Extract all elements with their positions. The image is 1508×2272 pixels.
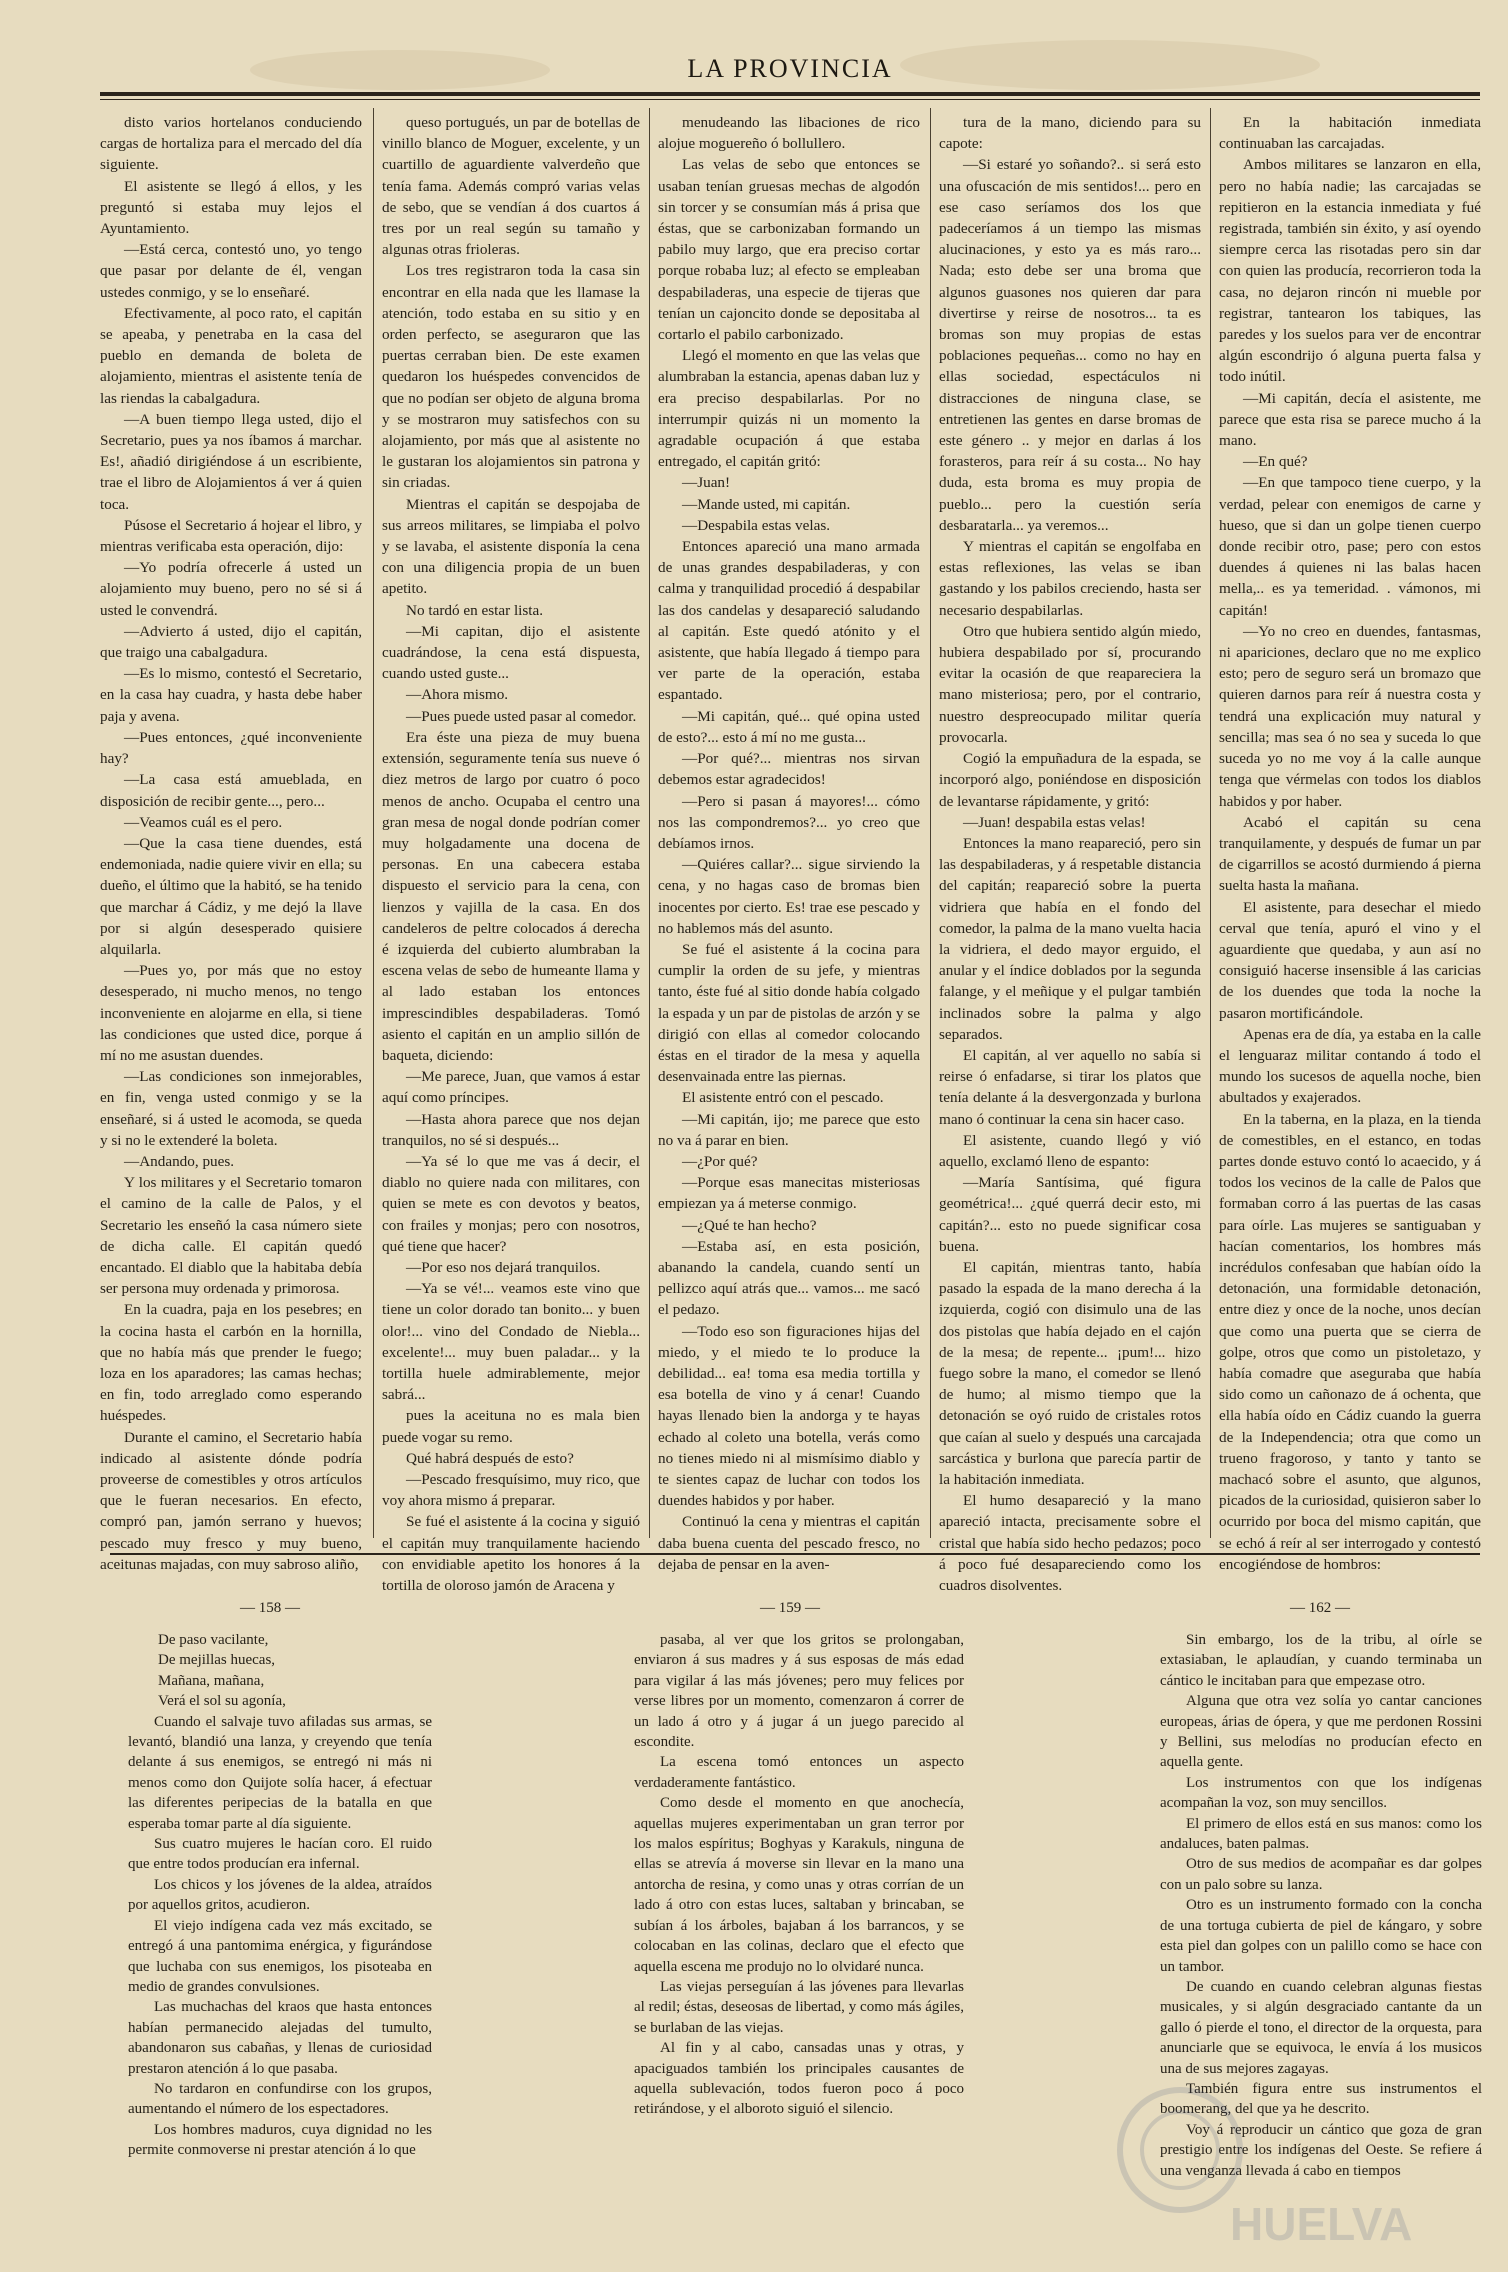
serial-page-158 [128,1630,432,2200]
paragraph: —Me parece, Juan, que vamos á estar aquí como príncipes. [382,1068,640,1107]
paragraph: —Advierto á usted, dijo el capitán, que traigo una cabalgadura. [100,622,362,662]
paragraph: El asistente, cuando llegó y vió aquello, exclamó lleno de espanto: [939,1131,1201,1170]
paragraph: En la taberna, en la plaza, en la tienda de comestibles, en el estanco, en todas partes donde estuvo contó lo acaecido, y á todos los vecinos de la calle de Palos que formaban corro á las puertas de las casas para oírle. Las mujeres se santiguaban y hacían comentarios, los hombres más incrédulos confesaban que habían oído la detonación, una formidable detonación, entre diez y once de la noche, unos decían que como una puerta que se cierra de golpe, otros que como un pistoletazo, y había comadre que aseguraba que había sido como un cañonazo de á ochenta, que ella había oído en Cádiz cuando la guerra de la Independencia; otra que como un trueno fragoroso, y tanto y tanto se machacó sobre el asunto, que algunos, picados de la curiosidad, quisieron saber lo ocurrido por boca del mismo capitán, que se echó á reír al ser interrogado y contestó encogiéndose de hombros: [1219,1110,1481,1573]
paragraph: Las muchachas del kraos que hasta entonces habían permanecido alejadas del tumulto, abandonaron sus cabañas, y llenas de curiosidad prestaron atención á lo que pasaba. [128,1999,432,2077]
paragraph: Qué habrá después de esto? [406,1449,574,1467]
paragraph: El capitán, al ver aquello no sabía si reirse ó enfadarse, si tirar los platos que tenía delante á la desvergonzada y burlona mano ó continuar la cena sin hacer caso. [939,1046,1201,1128]
paragraph: —Pero si pasan á mayores!... cómo nos las compondremos?... yo creo que debíamos irnos. [658,792,920,852]
paragraph: El primero de ellos está en sus manos: como los andaluces, baten palmas. [1160,1815,1482,1853]
verse-block [128,1630,432,1712]
paragraph: Otro es un instrumento formado con la concha de una tortuga cubierta de piel de kángaro, y sobre esta piel dan golpes con un palillo como se hace con un tambor. [1160,1897,1482,1975]
page-number-158: — 158 — [240,1600,300,1616]
article-column-5 [1219,112,1481,1573]
paragraph: El asistente entró con el pescado. [682,1089,884,1107]
paragraph: Púsose el Secretario á hojear el libro, y mientras verificaba esta operación, dijo: [100,516,362,556]
column-divider [930,108,931,1538]
paragraph: —En qué? [1243,453,1308,471]
paragraph: —Estaba así, en esta posición, abanando la candela, cuando sentí un pellizco aquí atrás que... vamos... me sacó el pedazo. [658,1237,920,1319]
paragraph: —¿Qué te han hecho? [682,1216,817,1234]
paragraph: —Yo no creo en duendes, fantasmas, ni apariciones, declaro que no me explico esto; pero de seguro será un bromazo que quieren darnos para reír á nuestra costa y tendrá una explicación muy natural y sencilla; mas sea ó no sea y suceda lo que suceda yo no me voy á la calle aunque tenga que vérmelas con todos los diablos habidos y por haber. [1219,622,1481,810]
paragraph: Sin embargo, los de la tribu, al oírle se extasiaban, le aplaudían, y cuando terminaba un cántico le incitaban para que empezase otro. [1160,1632,1482,1689]
paragraph: Al fin y al cabo, cansadas unas y otras, y apaciguados también los principales causantes de aquella sublevación, todos fueron poco á poco retirándose, y el alboroto siguió el silencio. [634,2040,964,2118]
paragraph: Los hombres maduros, cuya dignidad no les permite conmoverse ni prestar atención á lo que [128,2121,432,2159]
paragraph: Entonces la mano reapareció, pero sin las despabiladeras, y á respetable distancia del capitán; reapareció sobre la puerta vidriera que había en el fondo del comedor, la palma de la mano vuelta hacia la vidriera, el dedo mayor erguido, el anular y el índice doblados por la segunda falange, y el meñique y el pulgar también inclinados sobre la palma y algo separados. [939,834,1201,1043]
paragraph: Era éste una pieza de muy buena extensión, seguramente tenía sus nueve ó diez metros de largo por cuatro ó poco menos de ancho. Ocupaba el centro una gran mesa de nogal donde podrían comer muy holgadamente una docena de personas. En una cabecera estaba dispuesto el servicio para la cena, con lienzos y vajilla de la casa. En dos candeleros de peltre colocados á derecha é izquierda del cubierto alumbraban la escena velas de sebo de humeante llama y al lado estaban los entonces imprescindibles despabiladeras. Tomó asiento el capitán en un amplio sillón de baqueta, diciendo: [382,728,640,1064]
paragraph: Voy á reproducir un cántico que goza de gran prestigio entre los indígenas del Oeste. Se refiere á una venganza llevada á cabo en tiempos [1160,2121,1482,2179]
paragraph: Los chicos y los jóvenes de la aldea, atraídos por aquellos gritos, acudieron. [128,1876,432,1914]
paragraph: —Pescado fresquísimo, muy rico, que voy ahora mismo á preparar. [382,1471,640,1510]
masthead-title: LA PROVINCIA [687,54,893,83]
paragraph: Cuando el salvaje tuvo afiladas sus armas, se levantó, blandió una lanza, y creyendo que tenía delante á sus enemigos, se entregó ni más ni menos como don Quijote solía hacer, á efectuar las diferentes peripecias de la batalla en que esperaba tomar parte al día siguiente. [128,1713,432,1832]
column-divider [373,108,374,1538]
paragraph: Las velas de sebo que entonces se usaban tenían gruesas mechas de algodón sin torcer y se consumían más á prisa que éstas, que se carbonizaban formando un pabilo muy largo, que era preciso cortar porque robaba luz; al efecto se empleaban despabiladeras, una especie de tijeras que tenían un cajoncito donde se depositaba al cortarlo el pabilo carbonizado. [658,156,920,344]
paragraph: No tardó en estar lista. [406,601,544,619]
paragraph: —María Santísima, qué figura geométrica!... ¿qué querrá decir esto, mi capitán?... esto no puede significar cosa buena. [939,1174,1201,1255]
paragraph: —Mi capitán, ijo; me parece que esto no va á parar en bien. [658,1110,920,1149]
paragraph: —Ya sé lo que me vas á decir, el diablo no quiere nada con militares, con quien se mete es con devotos y beatos, con frailes y monjas; pero con nosotros, qué tiene que hacer? [382,1152,640,1255]
paragraph: —Juan! despabila estas velas! [963,813,1146,831]
paragraph: —Pues entonces, ¿qué inconveniente hay? [100,728,362,768]
paragraph: El asistente se llegó á ellos, y les preguntó si estaba muy lejos el Ayuntamiento. [100,177,362,238]
verse-line: De mejillas huecas, [158,1652,276,1669]
verse-line: Mañana, mañana, [158,1672,265,1689]
paragraph: —Mi capitán, decía el asistente, me parece que esta risa se parece mucho á la mano. [1219,389,1481,450]
seal-label: HUELVA [1230,2198,1413,2250]
masthead-rule [100,92,1480,96]
paragraph: Efectivamente, al poco rato, el capitán se apeaba, y penetraba en la casa del pueblo en demanda de boleta de alojamiento, mientras el asistente tenía de las riendas la cabalgadura. [100,304,362,407]
paragraph: queso portugués, un par de botellas de vinillo blanco de Moguer, excelente, y un cuartillo de aguardiente valverdeño que tenía fama. Además compró varias velas de sebo, que se vendían á dos cuartos á tres por un real según su tamaño y algunas otras frioleras. [382,114,640,259]
paragraph: Apenas era de día, ya estaba en la calle el lenguaraz militar contando á todo el mundo los sucesos de aquella noche, bien abultados y exajerados. [1219,1025,1481,1107]
paragraph: Se fué el asistente á la cocina para cumplir la orden de su jefe, y mientras tanto, éste fué al sitio donde había colgado la espada y un par de pistolas de arzón y se dirigió con ellas al comedor colocando éstas en el tirador de la mesa y aquella desenvainada entre las piernas. [658,940,920,1086]
paragraph: —Está cerca, contestó uno, yo tengo que pasar por delante de él, vengan ustedes conmigo, y se lo enseñaré. [100,241,362,301]
paragraph: Continuó la cena y mientras el capitán daba buena cuenta del pescado fresco, no dejaba de pensar en la aven- [658,1513,920,1573]
paragraph: —Mande usted, mi capitán. [682,495,851,513]
verse-line: Verá el sol su agonía, [158,1693,286,1710]
paragraph: tura de la mano, diciendo para su capote: [939,114,1201,153]
paragraph: —Mi capitán, qué... qué opina usted de esto?... esto á mí no me gusta... [658,707,920,746]
paragraph: Se fué el asistente á la cocina y siguió el capitán muy tranquilamente haciendo con envidiable apetito los honores á la tortilla de oloroso jamón de Aracena y [382,1513,640,1595]
paragraph: Los instrumentos con que los indígenas acompañan la voz, son muy sencillos. [1160,1774,1482,1812]
paragraph: En la habitación inmediata continuaban las carcajadas. [1219,114,1481,153]
paragraph: Entonces apareció una mano armada de unas grandes despabiladeras, y con calma y tranquilidad procedió á despabilar las dos candelas y desapareció saludando al capitán. Este quedó atónito y el asistente, que había llegado á tiempo para ver parte de la operación, estaba espantado. [658,538,920,704]
paragraph: De cuando en cuando celebran algunas fiestas musicales, y si algún desgraciado cantante da un gallo ó pierde el tono, el director de la orquesta, para anunciarle que se equivoca, le envía á los musicos una de sus mejores zagayas. [1160,1978,1482,2077]
paragraph: —Yo podría ofrecerle á usted un alojamiento muy bueno, pero no sé si á usted le convendrá. [100,559,362,619]
masthead-rule-thin [100,99,1480,100]
paragraph: pues la aceituna no es mala bien puede vogar su remo. [382,1407,640,1446]
paragraph: pasaba, al ver que los gritos se prolongaban, enviaron á sus madres y á sus esposas de más edad para vigilar á las más jóvenes; pero muy felices por verse libres por un momento, comenzaron á correr de un lado á otro y á jugar á un juego parecido al escondite. [634,1632,964,1751]
paragraph: —Porque esas manecitas misteriosas empiezan ya á meterse conmigo. [658,1174,920,1213]
paragraph: Y los militares y el Secretario tomaron el camino de la calle de Palos, y el Secretario les enseñó la casa número siete de dicha calle. El capitán quedó encantado. El diablo que la habitaba debía ser persona muy ordenada y primorosa. [100,1174,362,1298]
paragraph: Los tres registraron toda la casa sin encontrar en ella nada que les llamase la atención, todo estaba en su sitio y en orden perfecto, se aseguraron que las puertas cerraban bien. De este examen quedaron los huéspedes convencidos de que no podían ser objeto de alguna broma y se mostraron muy satisfechos con su alojamiento, por más que al asistente no le gustaran los alojamientos sin patrona y sin criadas. [382,262,640,492]
column-divider [649,108,650,1538]
paragraph: Alguna que otra vez solía yo cantar canciones europeas, árias de ópera, y que me perdonen Rossini y Bellini, sus melodías no producían efecto en aquella gente. [1160,1693,1482,1771]
paragraph: menudeando las libaciones de rico alojue moguereño ó bollullero. [658,114,920,153]
paragraph: El viejo indígena cada vez más excitado, se entregó á una pantomima enérgica, y figurándose que luchaba con sus enemigos, los pisoteaba en medio de grandes convulsiones. [128,1917,432,1995]
page-number-162: — 162 — [1290,1600,1350,1616]
paragraph: disto varios hortelanos conduciendo cargas de hortaliza para el mercado del día siguiente. [100,114,362,174]
paragraph: —Que la casa tiene duendes, está endemoniada, nadie quiere vivir en ella; su dueño, el último que la habitó, se ha tenido que marchar á Cádiz, y me dejó la llave por si algún desesperado quisiere alquilarla. [100,834,362,958]
paragraph: El asistente, para desechar el miedo cerval que tenía, apuró el vino y el aguardiente que quedaba, y aun así no consiguió hacerse insensible á las caricias de los duendes que toda la noche la pasaron mortificándole. [1219,898,1481,1022]
article-column-3 [658,112,920,1573]
paragraph: El capitán, mientras tanto, había pasado la espada de la mano derecha á la izquierda, cogió con disimulo una de las dos pistolas que había dejado en el cajón de la mesa; de repente... ¡pum!... hizo fuego sobre la mano, el comedor se llenó de humo; al mismo tiempo que la detonación se oyó ruido de cristales rotos que caían al suelo y después una carcajada sarcástica y burlona que parecía partir de la habitación inmediata. [939,1258,1201,1488]
paragraph: No tardaron en confundirse con los grupos, aumentando el número de los espectadores. [128,2080,432,2118]
huelva-library-seal [1110,2060,1420,2260]
paragraph: —Pues puede usted pasar al comedor. [406,707,637,725]
paragraph: El humo desapareció y la mano apareció intacta, precisamente sobre el cristal que había sido hecho pedazos; poco á poco fué desapareciendo como los cuadros disolventes. [939,1492,1201,1595]
serial-page-159 [634,1630,964,2200]
paragraph: —Despabila estas velas. [682,516,831,534]
paragraph: —A buen tiempo llega usted, dijo el Secretario, pues ya nos íbamos á marchar. Es!, añadió dirigiéndose á un escribiente, trae el libro de Alojamientos á ver á quien toca. [100,410,362,513]
paragraph: Sus cuatro mujeres le hacían coro. El ruido que entre todos producían era infernal. [128,1836,432,1873]
paragraph: Durante el camino, el Secretario había indicado al asistente dónde podría proveerse de comestibles y otros artículos que le fueran necesarios. En efecto, compró pan, jamón serrano y huevos; pescado muy fresco y muy bueno, aceitunas majadas, con muy sabroso aliño, [100,1428,362,1573]
page-number-159: — 159 — [760,1600,820,1616]
verse-line: De paso vacilante, [158,1632,269,1648]
paragraph: —Pues yo, por más que no estoy desesperado, ni mucho menos, no tengo inconveniente en alojarme en ella, si tiene las condiciones que usted dice, porque á mí no me asustan duendes. [100,962,362,1064]
masthead [100,46,1480,94]
article-column-2 [382,112,640,1595]
paragraph: —Todo eso son figuraciones hijas del miedo, y el miedo te lo produce la debilidad... ea! toma esa media tortilla y esa botella de vino y á cenar! Cuando hayas llenado bien la andorga y te hayas echado al coleto una botella, verás como no tienes miedo ni al mismísimo diablo y te sientes capaz de luchar con todos los duendes habidos y por haber. [658,1322,920,1510]
paragraph: —Veamos cuál es el pero. [124,813,283,831]
paragraph: Como desde el momento en que anochecía, aquellas mujeres experimentaban un gran terror por los malos espíritus; Boghyas y Karakuls, ninguna de ellas se atrevía á moverse sin llevar en la mano una antorcha de resina, y como unas y otras corrían de un lado á otro con estas luces, saltaban y brincaban, se subían á los árboles, bajaban á los barrancos, y se colocaban en las colinas, declaro que el efecto que aquella escena me produjo no lo olvidaré nunca. [634,1795,964,1975]
paragraph: —Quiéres callar?... sigue sirviendo la cena, y no hagas caso de bromas bien inocentes por cierto. Es! trae ese pescado y no hablemos más del asunto. [658,856,920,937]
section-separator [110,1553,1480,1555]
paragraph: Y mientras el capitán se engolfaba en estas reflexiones, las velas se iban gastando y los pabilos creciendo, hasta ser necesario despabilarlas. [939,538,1201,619]
article-column-4 [939,112,1201,1595]
paragraph: —En que tampoco tiene cuerpo, y la verdad, pelear con enemigos de carne y hueso, que si dan un golpe tienen cuerpo donde recibir otro, pase; pero con estos duendes á quienes ni las balas hacen mella,.. es ya temeridad. . vámonos, mi capitán! [1219,474,1481,619]
paragraph: —Por eso nos dejará tranquilos. [406,1258,601,1276]
paragraph: —Las condiciones son inmejorables, en fin, venga usted conmigo y se la enseñaré, si á usted le acomoda, se queda y si no le extenderé la boleta. [100,1068,362,1149]
paragraph: Otro que hubiera sentido algún miedo, hubiera despabilado por sí, procurando evitar la ocasión de que reapareciera la mano misteriosa; pero, por el contrario, nuestro despreocupado militar quería provocarla. [939,622,1201,746]
paragraph: —Mi capitan, dijo el asistente cuadrándose, la cena está dispuesta, cuando usted guste... [382,622,640,683]
paragraph: —Por qué?... mientras nos sirvan debemos estar agradecidos! [658,750,920,789]
paragraph: —Ya se vé!... veamos este vino que tiene un color dorado tan bonito... y buen olor!... vino del Condado de Niebla... excelente!... muy buen paladar... y la tortilla huele admirablemente, mejor sabrá... [382,1280,640,1404]
paragraph: —Es lo mismo, contestó el Secretario, en la casa hay cuadra, y hasta debe haber paja y avena. [100,665,362,725]
paragraph: —Hasta ahora parece que nos dejan tranquilos, no sé si después... [382,1110,640,1149]
article-column-1 [100,112,362,1573]
paragraph: —¿Por qué? [682,1152,758,1170]
column-divider [1210,108,1211,1538]
paragraph: En la cuadra, paja en los pesebres; en la cocina hasta el carbón en la hornilla, que no había más que prender le fuego; loza en los aparadores; las camas hechas; en fin, todo arreglado como esperando huéspedes. [100,1301,362,1425]
paragraph: Llegó el momento en que las velas que alumbraban la estancia, apenas daban luz y era preciso despabilarlas. Por no interrumpir quizás ni un momento la agradable ocupación á que estaba entregado, el capitán gritó: [658,347,920,471]
paragraph: —Si estaré yo soñando?.. si será esto una ofuscación de mis sentidos!... pero en ese caso seríamos dos los que padeceríamos á un tiempo las mismas alucinaciones, y esto ya es más raro... Nada; esto debe ser una broma que algunos guasones nos quieren dar para divertirse y reirse de nosotros... ta es bromas son muy propias de estas poblaciones pequeñas... como no hay en ellas sociedad, espectáculos ni distracciones de ninguna clase, se entretienen las gentes en darse bromas de este género .. y mejor en darlas á los forasteros, para reír á su costa... No hay duda, esta broma es muy propia de pueblo... pero la cuestión sería desbaratarla... ya veremos... [939,156,1201,534]
paragraph: Ambos militares se lanzaron en ella, pero no había nadie; las carcajadas se repitieron en la estancia inmediata y fué registrada, también sin éxito, y así oyendo siempre cerca las risotadas pero sin dar con quien las producía, recorrieron toda la casa, no dejaron rincón ni mueble por registrar, tantearon los tabiques, las paredes y los suelos para ver de encontrar algún escondrijo ó alguna puerta falsa y todo inútil. [1219,156,1481,386]
paragraph: La escena tomó entonces un aspecto verdaderamente fantástico. [634,1754,964,1791]
paragraph: Otro de sus medios de acompañar es dar golpes con un palo sobre su lanza. [1160,1856,1482,1893]
paragraph: Las viejas perseguían á las jóvenes para llevarlas al redil; éstas, deseosas de libertad, y como más ágiles, se burlaban de las viejas. [634,1978,964,2036]
paragraph: Mientras el capitán se despojaba de sus arreos militares, se limpiaba el polvo y se lavaba, el asistente disponía la cena con una diligencia propia de un buen apetito. [382,495,640,598]
paragraph: —Ahora mismo. [406,686,509,704]
paragraph: —Juan! [682,474,731,492]
paragraph: —La casa está amueblada, en disposición de recibir gente..., pero... [100,771,362,810]
paragraph: Acabó el capitán su cena tranquilamente, y después de fumar un par de cigarrillos se acostó durmiendo á pierna suelta hasta la mañana. [1219,813,1481,895]
paragraph: —Andando, pues. [124,1152,235,1170]
paragraph: Cogió la empuñadura de la espada, se incorporó algo, poniéndose en disposición de levantarse rápidamente, y gritó: [939,750,1201,810]
paragraph: También figura entre sus instrumentos el boomerang, del que ya he descrito. [1160,2080,1482,2118]
